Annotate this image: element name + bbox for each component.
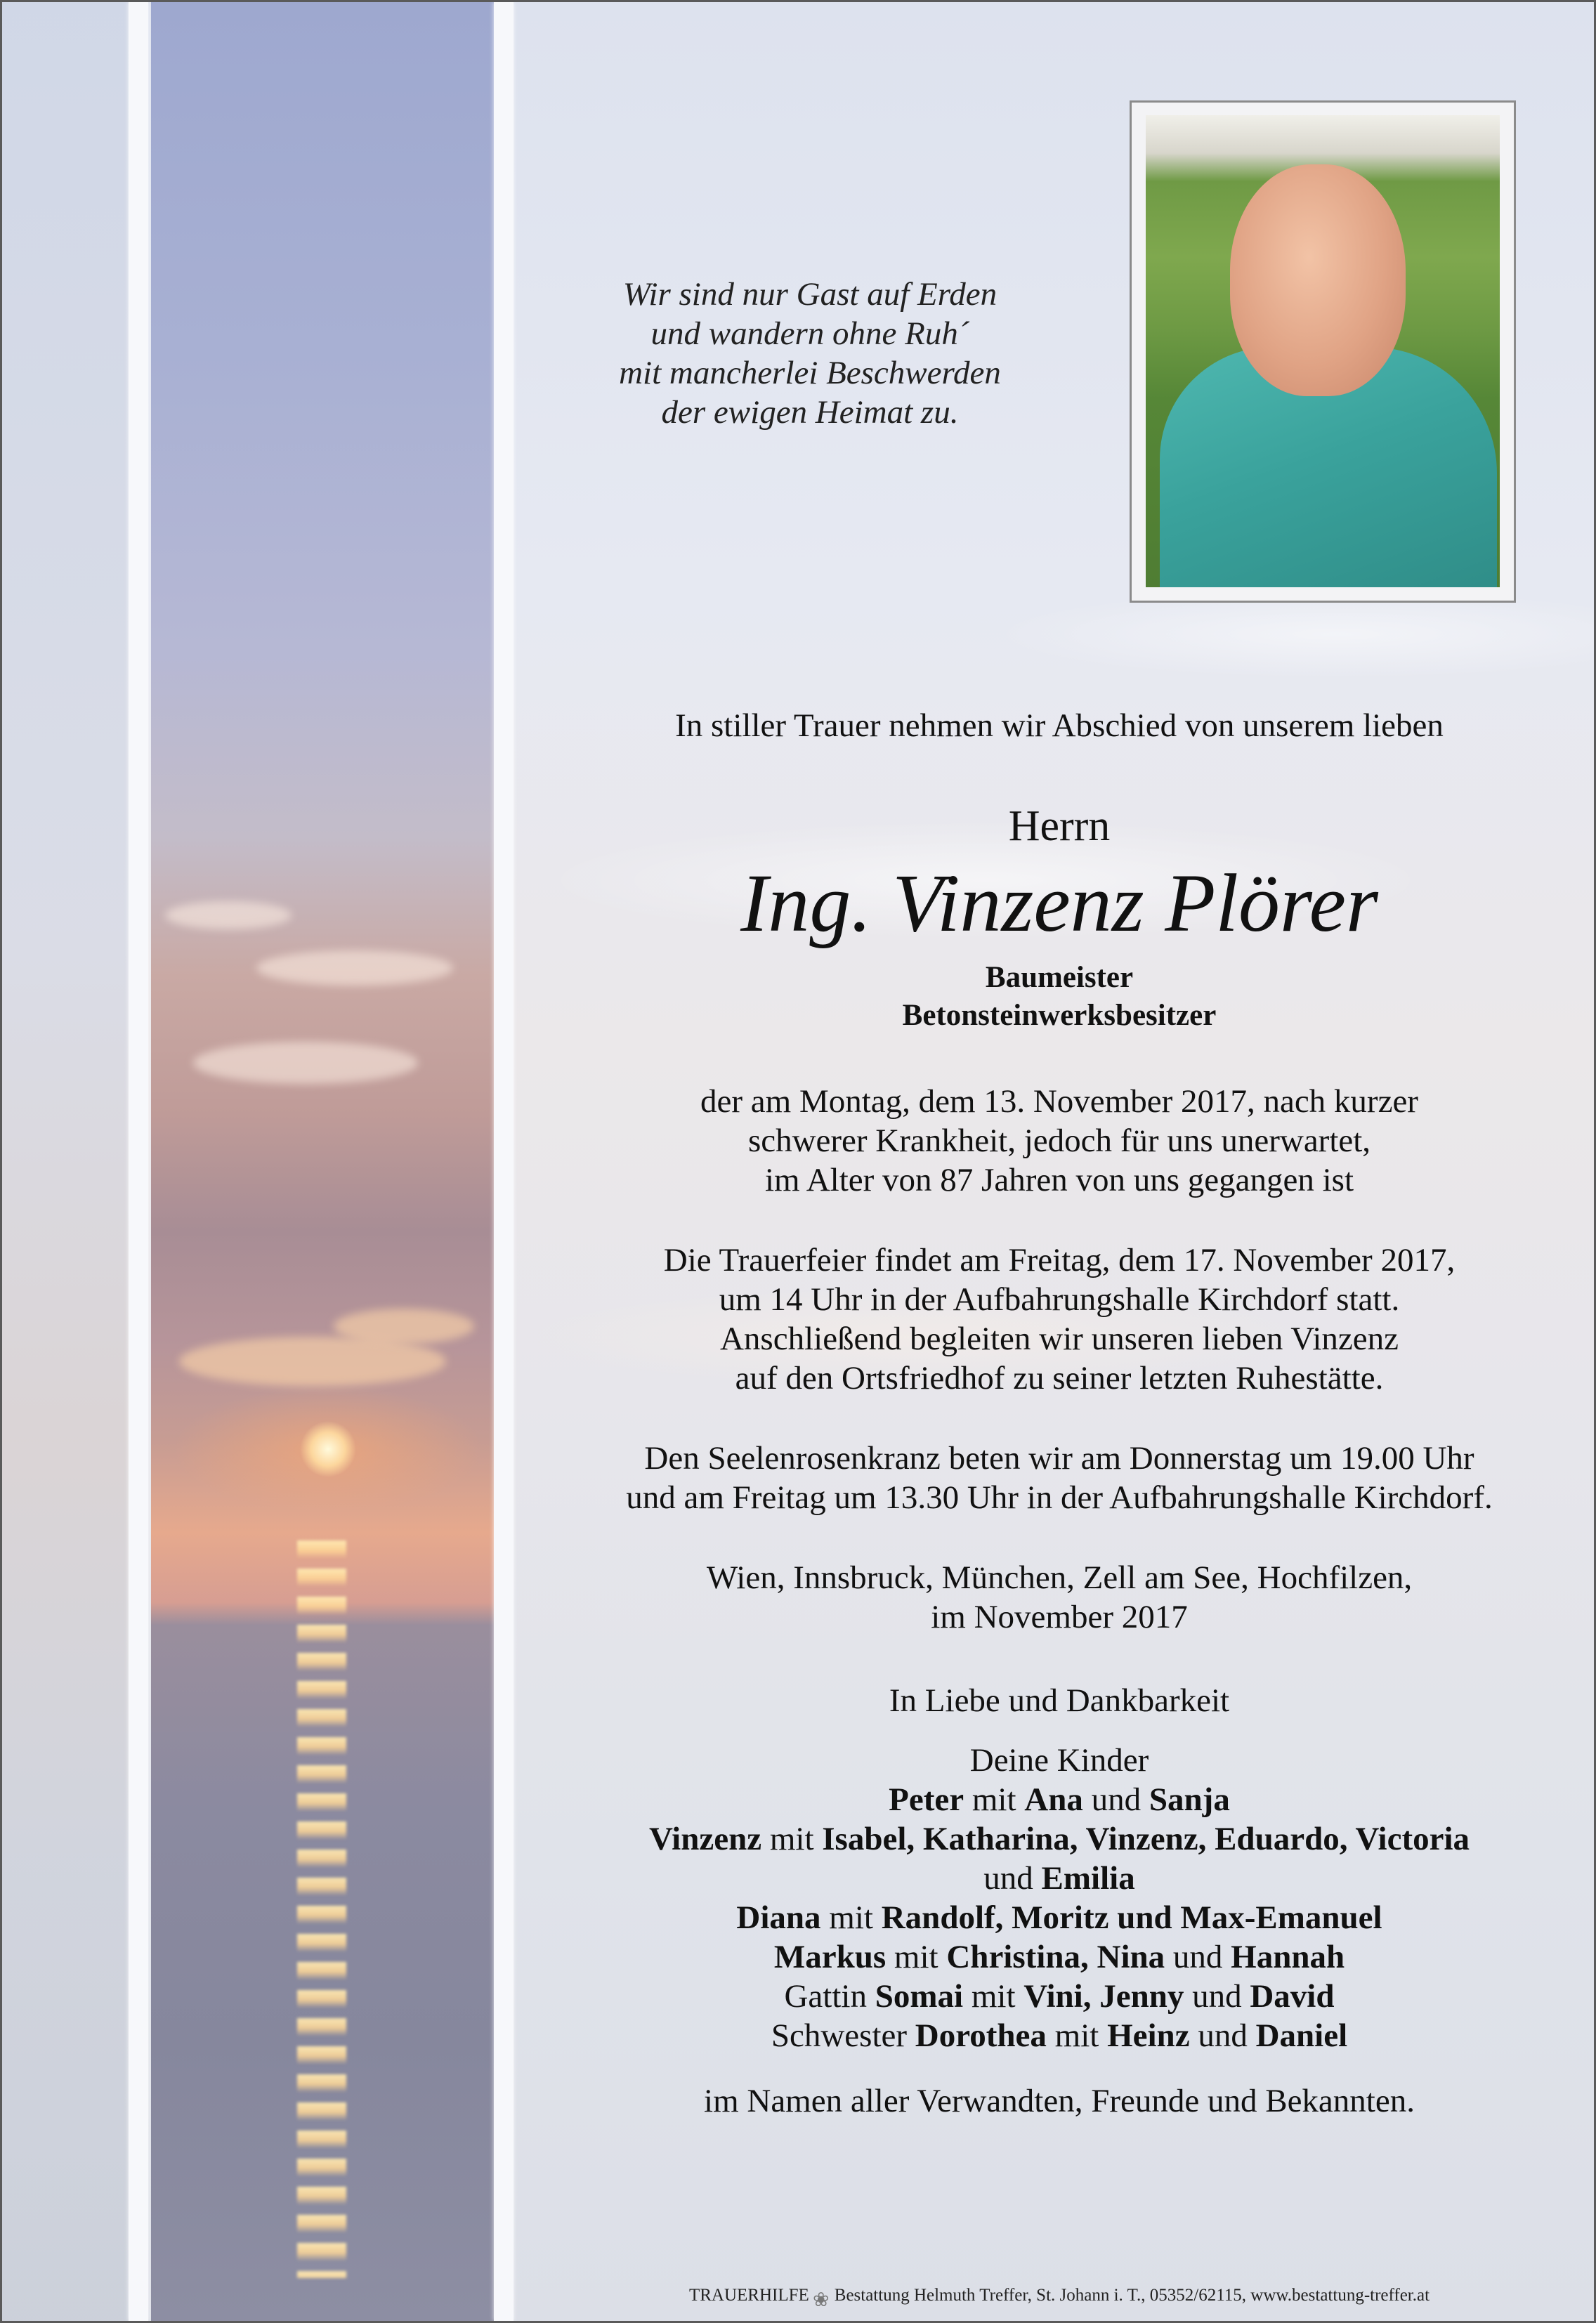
salutation: Herrn bbox=[1008, 802, 1111, 850]
death-line: der am Montag, dem 13. November 2017, nach kurzer bbox=[700, 1083, 1418, 1120]
family-connector: mit bbox=[886, 1939, 947, 1975]
family-connector: mit bbox=[963, 1978, 1024, 2015]
place-line: Wien, Innsbruck, München, Zell am See, Hochfilzen, bbox=[706, 1559, 1413, 1596]
quote-line: der ewigen Heimat zu. bbox=[661, 394, 959, 431]
footer-details: Bestattung Helmuth Treffer, St. Johann i. T., 05352/62115, www.bestattung-treffer.at bbox=[834, 2286, 1430, 2305]
family-member-name: Markus bbox=[773, 1939, 887, 1975]
rosary-line: Den Seelenrosenkranz beten wir am Donnerstag um 19.00 Uhr bbox=[644, 1440, 1474, 1477]
family-member-line bbox=[550, 1977, 1569, 2016]
funeral-line: um 14 Uhr in der Aufbahrungshalle Kirchdorf statt. bbox=[719, 1281, 1400, 1318]
death-notice bbox=[550, 1082, 1569, 1200]
sun-reflection bbox=[297, 1540, 346, 2278]
honor-line: In stiller Trauer nehmen wir Abschied von unserem lieben bbox=[675, 707, 1444, 744]
family-connector: Gattin bbox=[784, 1978, 875, 2015]
deceased-titles bbox=[550, 959, 1569, 1035]
footer bbox=[550, 2285, 1569, 2314]
family-connector: Schwester bbox=[771, 2017, 915, 2054]
portrait-face bbox=[1230, 164, 1406, 396]
title-line: Baumeister bbox=[985, 961, 1134, 994]
family-member-line bbox=[550, 1898, 1569, 1937]
family-member-name: Dorothea bbox=[915, 2017, 1047, 2054]
funeral-line: auf den Ortsfriedhof zu seiner letzten Ruhestätte. bbox=[735, 1360, 1384, 1396]
family-member-name: Peter bbox=[889, 1781, 964, 1818]
family-connector: mit bbox=[964, 1781, 1025, 1818]
quote-line: mit mancherlei Beschwerden bbox=[619, 355, 1001, 391]
family-member-line bbox=[550, 2016, 1569, 2055]
family-member-name: Somai bbox=[875, 1978, 964, 2015]
rosary-line: und am Freitag um 13.30 Uhr in der Aufbahrungshalle Kirchdorf. bbox=[626, 1479, 1493, 1516]
family-member-name: Vinzenz bbox=[648, 1821, 762, 1857]
deceased-name: Ing. Vinzenz Plörer bbox=[740, 857, 1378, 949]
place-date bbox=[550, 1558, 1569, 1637]
family-member-name: Christina, Nina bbox=[946, 1939, 1165, 1975]
family-member-name: Sanja bbox=[1149, 1781, 1230, 1818]
family-member-name: Ana bbox=[1024, 1781, 1083, 1818]
left-white-bar bbox=[129, 2, 148, 2321]
family-list bbox=[550, 1741, 1569, 2055]
quote-line: Wir sind nur Gast auf Erden bbox=[622, 276, 998, 313]
portrait-photo bbox=[1146, 115, 1500, 587]
memorial-quote bbox=[550, 275, 1070, 432]
family-member-name: Diana bbox=[736, 1899, 821, 1936]
death-line: im Alter von 87 Jahren von uns gegangen ist bbox=[764, 1162, 1354, 1198]
date-line: im November 2017 bbox=[931, 1599, 1188, 1635]
left-background-strip bbox=[2, 2, 129, 2321]
family-member-line bbox=[550, 1859, 1569, 1898]
family-member-line bbox=[550, 1937, 1569, 1977]
family-member-line bbox=[550, 1780, 1569, 1819]
family-connector: und bbox=[1165, 1939, 1231, 1975]
family-member-name: Hannah bbox=[1231, 1939, 1345, 1975]
funeral-line: Anschließend begleiten wir unseren lieben Vinzenz bbox=[719, 1321, 1399, 1357]
family-connector: mit bbox=[820, 1899, 882, 1936]
family-connector: und bbox=[1189, 2017, 1256, 2054]
family-member-name: Isabel, Katharina, Vinzenz, Eduardo, Victoria bbox=[822, 1821, 1470, 1857]
death-line: schwerer Krankheit, jedoch für uns unerwartet, bbox=[747, 1123, 1371, 1159]
family-connector: mit bbox=[1046, 2017, 1108, 2054]
family-member-name: Vini, Jenny bbox=[1023, 1978, 1184, 2015]
sunset-strip-image bbox=[151, 2, 494, 2321]
family-connector: und bbox=[1184, 1978, 1250, 2015]
family-member-name: Heinz bbox=[1107, 2017, 1190, 2054]
title-line: Betonsteinwerksbesitzer bbox=[902, 999, 1217, 1032]
family-connector: mit bbox=[761, 1821, 823, 1857]
sign-off: In Liebe und Dankbarkeit bbox=[889, 1682, 1230, 1719]
funeral-line: Die Trauerfeier findet am Freitag, dem 17. November 2017, bbox=[663, 1242, 1456, 1278]
family-member-name: Randolf, Moritz und Max-Emanuel bbox=[881, 1899, 1382, 1936]
family-member-line bbox=[550, 1819, 1569, 1859]
family-connector: und bbox=[1082, 1781, 1149, 1818]
quote-line: und wandern ohne Ruh´ bbox=[650, 315, 969, 352]
family-member-name: Emilia bbox=[1041, 1860, 1135, 1897]
closing-line: im Namen aller Verwandten, Freunde und Bekannten. bbox=[704, 2083, 1415, 2119]
funeral-notice bbox=[550, 1241, 1569, 1398]
footer-brand: TRAUERHILFE bbox=[688, 2286, 809, 2305]
family-member-name: David bbox=[1250, 1978, 1335, 2015]
family-connector: und bbox=[983, 1860, 1042, 1897]
family-member-name: Daniel bbox=[1255, 2017, 1348, 2054]
rosary-notice bbox=[550, 1439, 1569, 1517]
family-heading: Deine Kinder bbox=[969, 1742, 1149, 1779]
right-white-bar bbox=[494, 2, 514, 2321]
portrait-frame bbox=[1130, 100, 1516, 603]
dove-logo-icon: ❀ bbox=[813, 2289, 830, 2311]
